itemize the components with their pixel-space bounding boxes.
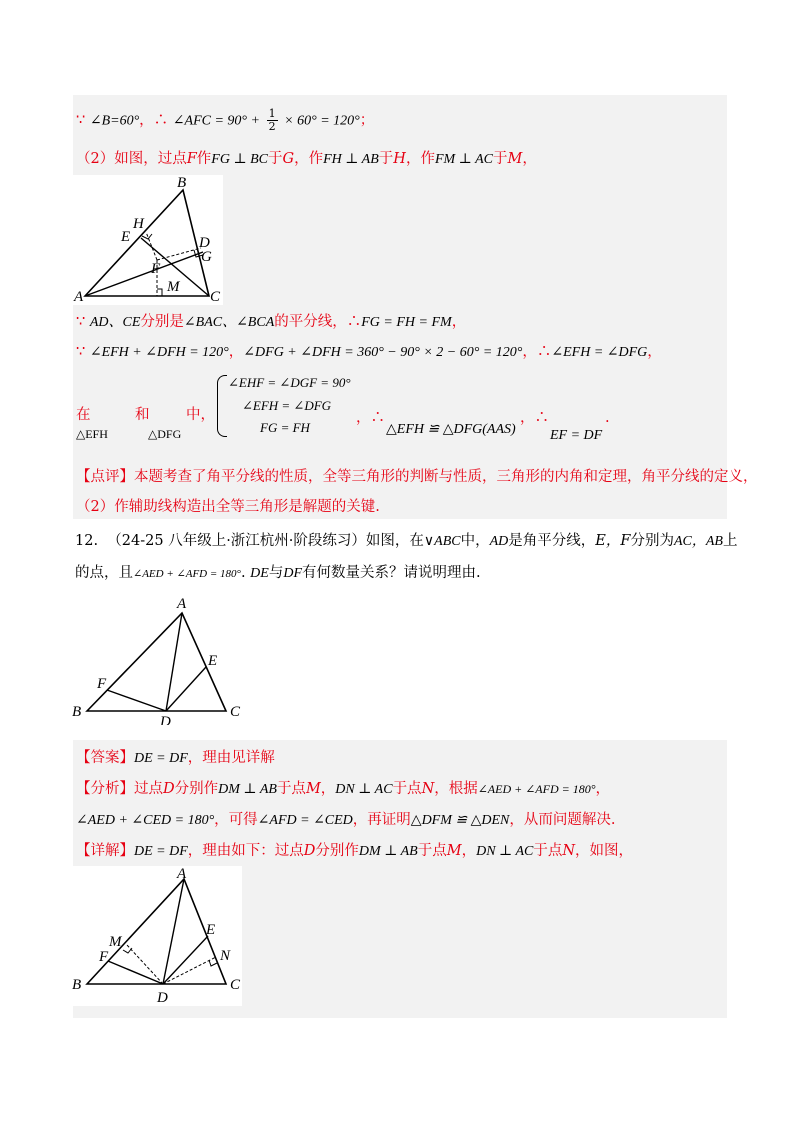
sol11-period: .: [605, 410, 610, 426]
sol11-line-4: ∵ ∠EFH + ∠DFH = 120°，∠DFG + ∠DFH = 360° − 90° × 2 − 60° = 120°，∴∠EFH = ∠DFG，: [76, 344, 662, 360]
figure-q12-detail: [70, 866, 242, 1006]
fig2-label-B: B: [72, 704, 82, 720]
fig1-label-A: A: [74, 289, 84, 305]
q12-line-2: 的点，且∠AED + ∠AFD = 180°. DE与DF有何数量关系？请说明理由.: [75, 565, 481, 581]
fraction-one-half: $\frac{1}{2}$: [268, 107, 276, 133]
fig1-label-E: E: [121, 229, 131, 245]
sol11-therefore-1: ，∴: [356, 410, 385, 426]
fig1-label-C: C: [210, 289, 221, 305]
sol11-congruence: △EFH ≌ △DFG(AAS): [386, 422, 516, 437]
sol11-line-3: ∵ AD、CE分别是∠BAC、∠BCA的平分线，∴FG = FH = FM，: [76, 314, 467, 330]
fig2-label-F: F: [97, 676, 107, 692]
sol11-therefore-2: ，∴: [520, 410, 549, 426]
condition-brace: [217, 375, 227, 437]
fig3-label-E: E: [206, 922, 216, 938]
q12-line-1: 12. （24-25 八年级上·浙江杭州·阶段练习）如图，在∨ABC中，AD是角平分线，E，F分别为AC，AB上: [75, 533, 738, 549]
analysis-line-2: ∠AED + ∠CED = 180°，可得∠AFD = ∠CED，再证明△DFM ≌ △DEN，从而问题解决.: [76, 812, 616, 828]
fig1-label-G: G: [201, 249, 212, 265]
comment-line-2: （2）作辅助线构造出全等三角形是解题的关键.: [76, 499, 380, 515]
sol11-in-label: 在: [76, 407, 91, 423]
cond-line-2: ∠EFH = ∠DFG: [242, 398, 332, 413]
cond-line-1: ∠EHF = ∠DGF = 90°: [228, 375, 351, 390]
sol11-line-1: ∵ ∠B=60°，∴ ∠AFC = 90° + $\frac{1}{2}$ × 60° = 120°；: [76, 107, 375, 133]
answer-line: 【答案】DE = DF，理由见详解: [76, 750, 275, 766]
analysis-line-1: 【分析】过点D分别作DM ⊥ AB于点M，DN ⊥ AC于点N，根据∠AED + ∠AFD = 180°，: [76, 781, 611, 797]
figure-q12-triangle: [70, 595, 250, 725]
sol11-zhong-label: 中，: [186, 407, 215, 423]
sol11-line-2: （2）如图，过点F作FG ⊥ BC于G，作FH ⊥ AB于H，作FM ⊥ AC于M，: [76, 151, 537, 167]
fig1-label-H: H: [133, 216, 144, 232]
sol11-triangle-dfg: △DFG: [148, 427, 182, 441]
fig1-label-M: M: [167, 279, 180, 295]
fig2-label-A: A: [177, 596, 187, 612]
fig3-label-F: F: [99, 949, 109, 965]
fig3-label-A: A: [177, 866, 187, 882]
fig1-label-B: B: [177, 175, 187, 191]
cond-line-3: FG = FH: [260, 420, 310, 435]
detail-line-1: 【详解】DE = DF，理由如下：过点D分别作DM ⊥ AB于点M，DN ⊥ AC于点N，如图，: [76, 843, 634, 859]
fig2-label-D: D: [160, 714, 171, 725]
figure-triangle-bisectors: [73, 175, 223, 305]
sol11-ef-df: EF = DF: [550, 428, 603, 443]
fig2-label-C: C: [230, 704, 241, 720]
fig3-label-D: D: [157, 990, 168, 1006]
fig3-label-M: M: [109, 934, 122, 950]
sol11-and-label: 和: [135, 407, 150, 423]
fig3-label-N: N: [220, 948, 231, 964]
fig1-label-D: D: [199, 235, 210, 251]
sol11-triangle-efh: △EFH: [76, 427, 108, 441]
fig3-label-C: C: [230, 977, 241, 993]
fig3-label-B: B: [72, 977, 82, 993]
fig1-label-F: F: [151, 261, 161, 277]
comment-line-1: 【点评】本题考查了角平分线的性质，全等三角形的判断与性质，三角形的内角和定理，角平分线的定义，: [76, 469, 758, 485]
fig2-label-E: E: [208, 653, 218, 669]
